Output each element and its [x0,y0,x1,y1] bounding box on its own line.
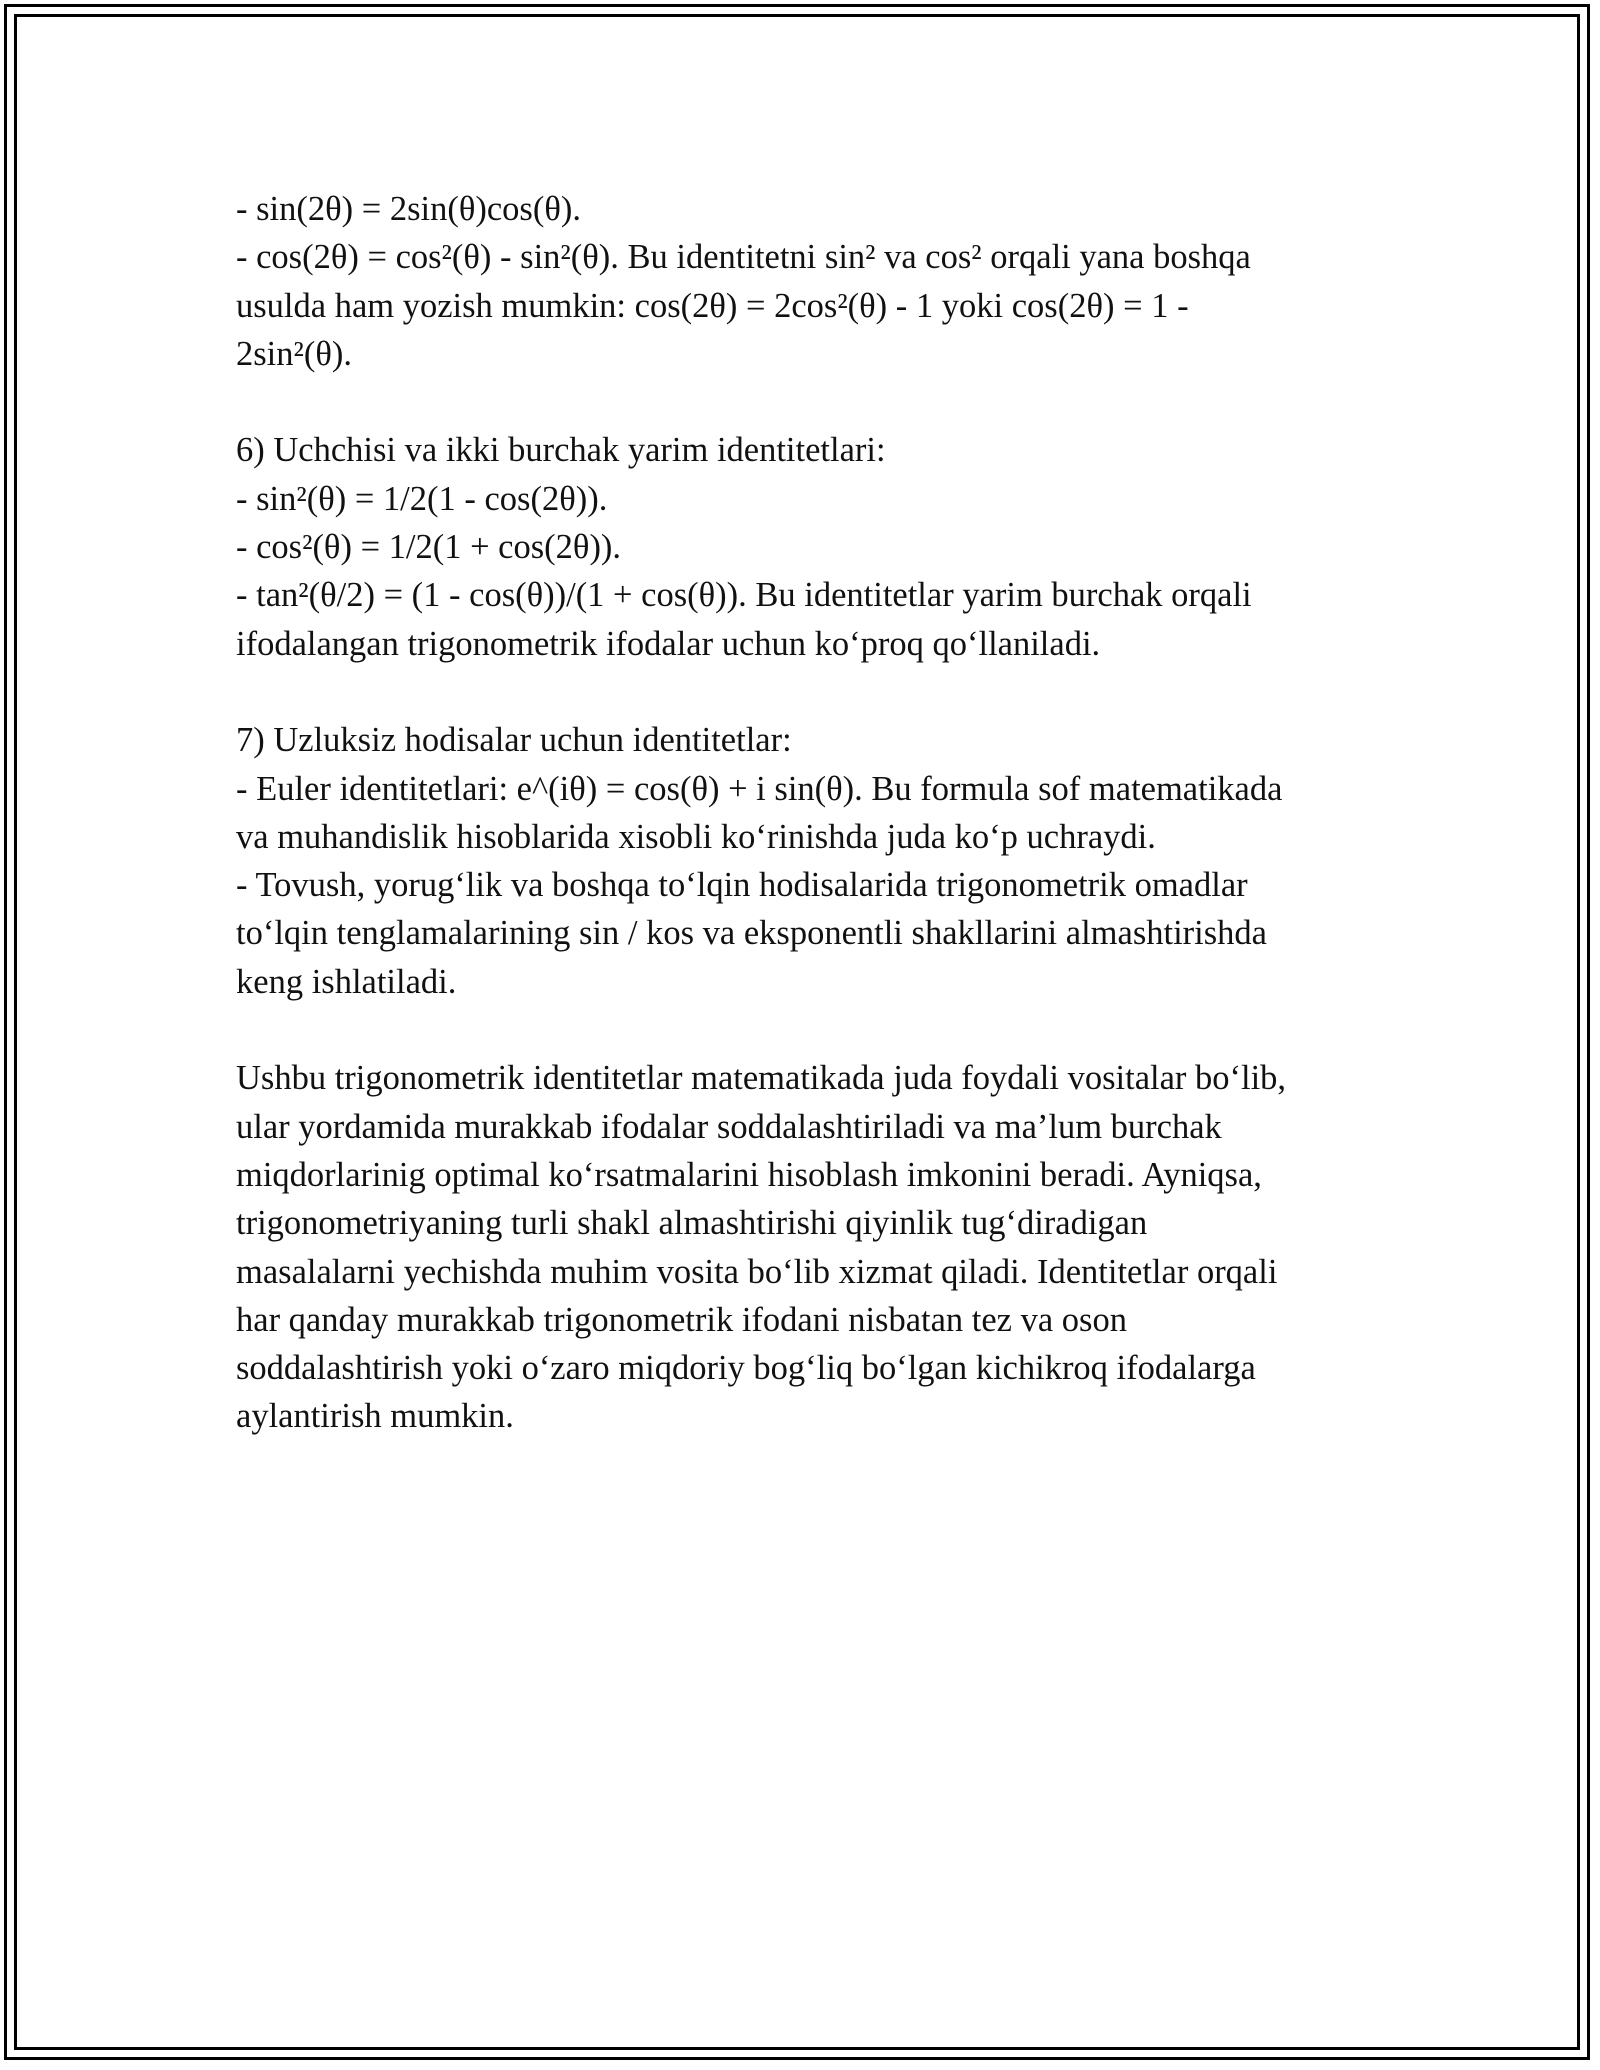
section-heading: 7) Uzluksiz hodisalar uchun identitetlar: [236,721,792,760]
text-line: va muhandislik hisoblarida xisobli ko‘rinishda juda ko‘p uchraydi. [236,817,1156,856]
paragraph-gap [236,1006,1366,1054]
text-line: har qanday murakkab trigonometrik ifodani nisbatan tez va oson [236,1300,1127,1339]
text-line: - Euler identitetlari: e^(iθ) = cos(θ) + i sin(θ). Bu formula sof matematikada [236,769,1283,808]
text-line: aylantirish mumkin. [236,1397,514,1436]
text-line: miqdorlarinig optimal ko‘rsatmalarini hisoblash imkonini beradi. Ayniqsa, [236,1155,1262,1194]
text-line: ular yordamida murakkab ifodalar soddalashtiriladi va ma’lum burchak [236,1107,1222,1146]
document-body [236,185,1366,1441]
text-line: - sin²(θ) = 1/2(1 - cos(2θ)). [236,479,608,518]
paragraph-continuous-phenomena [236,716,1366,1006]
text-line: to‘lqin tenglamalarining sin / kos va eksponentli shakllarini almashtirishda [236,914,1267,953]
paragraph-double-angle [236,185,1366,378]
text-line: - sin(2θ) = 2sin(θ)cos(θ). [236,190,581,228]
text-line: 2sin²(θ). [236,334,352,373]
text-line: - cos(2θ) = cos²(θ) - sin²(θ). Bu identitetni sin² va cos² orqali yana boshqa [236,238,1251,277]
text-line: Ushbu trigonometrik identitetlar matematikada juda foydali vositalar bo‘lib, [236,1059,1287,1098]
paragraph-conclusion [236,1054,1366,1440]
text-line: ifodalangan trigonometrik ifodalar uchun ko‘proq qo‘llaniladi. [236,624,1101,663]
section-heading: 6) Uchchisi va ikki burchak yarim identitetlari: [236,431,886,470]
text-line: - cos²(θ) = 1/2(1 + cos(2θ)). [236,528,622,567]
text-line: - Tovush, yorug‘lik va boshqa to‘lqin hodisalarida trigonometrik omadlar [236,866,1248,905]
paragraph-gap [236,668,1366,716]
text-line: usulda ham yozish mumkin: cos(2θ) = 2cos²(θ) - 1 yoki cos(2θ) = 1 - [236,286,1189,325]
text-line: masalalarni yechishda muhim vosita bo‘lib xizmat qiladi. Identitetlar orqali [236,1252,1278,1291]
text-line: soddalashtirish yoki o‘zaro miqdoriy bog‘liq bo‘lgan kichikroq ifodalarga [236,1349,1256,1388]
text-line: trigonometriyaning turli shakl almashtirishi qiyinlik tug‘diradigan [236,1204,1148,1243]
text-line: - tan²(θ/2) = (1 - cos(θ))/(1 + cos(θ)). Bu identitetlar yarim burchak orqali [236,576,1252,615]
paragraph-gap [236,378,1366,426]
paragraph-half-angle [236,426,1366,667]
text-line: keng ishlatiladi. [236,962,457,1001]
